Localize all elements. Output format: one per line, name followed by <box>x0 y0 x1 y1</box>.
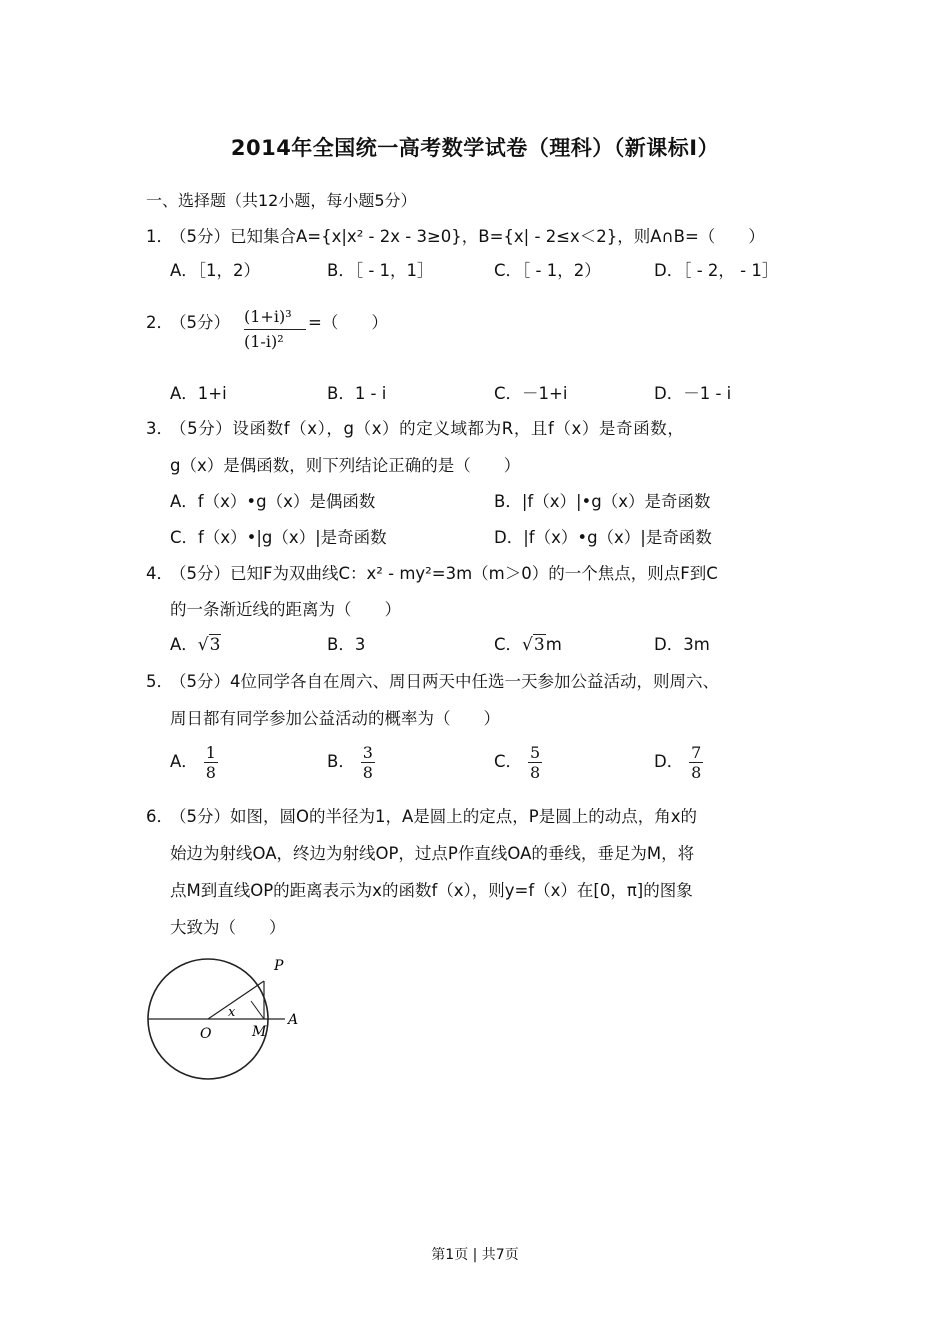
option-label: C． <box>494 752 523 771</box>
question-5-option-c <box>494 744 542 781</box>
question-3-line-2: g（x）是偶函数，则下列结论正确的是（ ） <box>170 456 521 475</box>
question-1-option-c: C．［ - 1，2） <box>494 261 601 280</box>
question-3-line-1: （5分）设函数f（x），g（x）的定义域都为R，且f（x）是奇函数， <box>170 419 685 438</box>
sqrt-symbol: √3 <box>197 635 221 655</box>
question-4-line-1: （5分）已知F为双曲线C：x² - my²=3m（m＞0）的一个焦点，则点F到C <box>170 564 718 583</box>
option-label: A． <box>170 752 198 771</box>
fraction-denominator: 8 <box>362 763 373 782</box>
fraction-numerator: 5 <box>529 743 541 762</box>
question-2-option-b: B．1 - i <box>327 384 387 403</box>
fraction-numerator: 3 <box>362 743 373 762</box>
option-c-label: C． <box>494 635 523 654</box>
question-2-option-d: D．－1 - i <box>654 384 732 403</box>
label-m: M <box>252 1024 267 1040</box>
option-label: D． <box>654 752 684 771</box>
question-2-numerator: (1+i)³ <box>244 307 292 326</box>
question-2-denominator: (1-i)² <box>244 332 284 351</box>
label-p: P <box>274 958 284 974</box>
distance-segment <box>251 1001 264 1019</box>
question-1-stem: （5分）已知集合A={x|x² - 2x - 3≥0}，B={x| - 2≤x＜2}，则A∩B=（ ） <box>170 227 765 246</box>
fraction <box>689 744 703 781</box>
question-3-option-c: C．f（x）•|g（x）|是奇函数 <box>170 528 387 547</box>
fraction <box>528 744 542 781</box>
question-6-line-4: 大致为（ ） <box>170 918 286 937</box>
section-heading: 一、选择题（共12小题，每小题5分） <box>146 191 417 210</box>
question-5-line-1: （5分）4位同学各自在周六、周日两天中任选一天参加公益活动，则周六、 <box>170 672 719 691</box>
fraction-denominator: 8 <box>691 763 702 782</box>
page-footer: 第1页 | 共7页 <box>431 1247 519 1263</box>
label-o: O <box>200 1026 212 1042</box>
question-1-option-a: A．［1，2） <box>170 261 261 280</box>
question-5-line-2: 周日都有同学参加公益活动的概率为（ ） <box>170 709 500 728</box>
page-title: 2014年全国统一高考数学试卷（理科）（新课标Ⅰ） <box>230 136 720 160</box>
question-6-line-3: 点M到直线OP的距离表示为x的函数f（x），则y=f（x）在[0，π]的图象 <box>170 881 693 900</box>
question-4-option-d: D．3m <box>654 635 710 654</box>
ray-op <box>208 981 264 1019</box>
question-1-option-d: D．［ - 2， - 1］ <box>654 261 779 280</box>
fraction <box>361 744 375 781</box>
fraction-bar <box>244 329 306 330</box>
question-3-option-d: D．|f（x）•g（x）|是奇函数 <box>494 528 712 547</box>
fraction <box>204 744 218 781</box>
question-2-suffix: =（ ） <box>308 313 388 332</box>
question-4-option-c <box>494 634 562 656</box>
option-c-suffix: m <box>545 635 562 654</box>
fraction-denominator: 8 <box>529 763 541 782</box>
label-a: A <box>288 1012 299 1028</box>
question-2-option-a: A．1+i <box>170 384 227 403</box>
unit-circle-figure <box>140 954 310 1090</box>
question-5-option-d <box>654 744 703 781</box>
question-4-option-b: B．3 <box>327 635 366 654</box>
question-2-number: 2． <box>146 313 173 332</box>
radicand: 3 <box>209 635 221 655</box>
question-6-line-2: 始边为射线OA，终边为射线OP，过点P作直线OA的垂线，垂足为M，将 <box>170 844 695 863</box>
question-3-option-b: B．|f（x）|•g（x）是奇函数 <box>494 492 711 511</box>
question-6-line-1: （5分）如图，圆O的半径为1，A是圆上的定点，P是圆上的动点，角x的 <box>170 807 697 826</box>
label-x: x <box>228 1005 236 1020</box>
question-3-number: 3． <box>146 419 173 438</box>
option-a-label: A． <box>170 635 198 654</box>
question-4-number: 4． <box>146 564 173 583</box>
question-6-number: 6． <box>146 807 173 826</box>
question-2-fraction <box>244 306 306 353</box>
fraction-numerator: 1 <box>205 743 216 762</box>
radicand: 3 <box>533 635 545 655</box>
question-1-number: 1． <box>146 227 173 246</box>
sqrt-symbol: √3 <box>522 635 545 655</box>
fraction-numerator: 7 <box>691 743 702 762</box>
question-5-option-a <box>170 744 218 781</box>
fraction-denominator: 8 <box>205 763 216 782</box>
question-1-option-b: B．［ - 1，1］ <box>327 261 434 280</box>
option-label: B． <box>327 752 355 771</box>
question-2-prefix: （5分） <box>170 313 230 332</box>
question-5-option-b <box>327 744 375 781</box>
question-3-option-a: A．f（x）•g（x）是偶函数 <box>170 492 376 511</box>
question-2-option-c: C．－1+i <box>494 384 568 403</box>
question-5-number: 5． <box>146 672 173 691</box>
question-4-line-2: 的一条渐近线的距离为（ ） <box>170 600 401 619</box>
question-4-option-a <box>170 634 221 656</box>
